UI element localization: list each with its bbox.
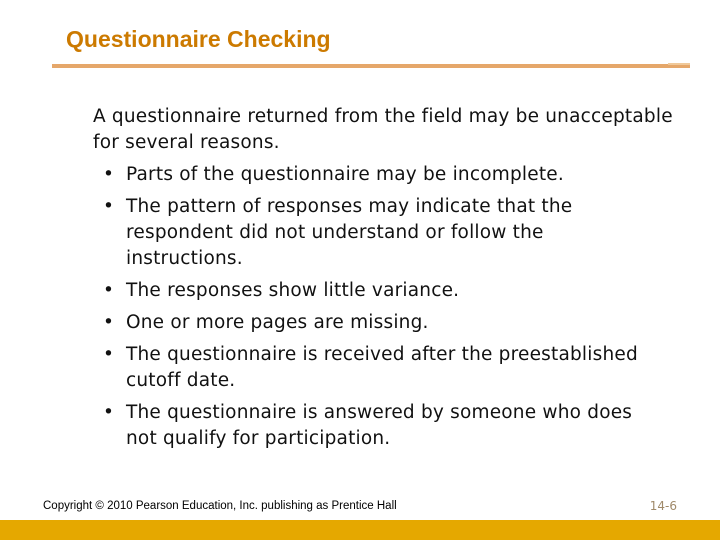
bullet-icon: • (103, 196, 115, 217)
bullet-text: The responses show little variance. (126, 280, 460, 301)
bullet-icon: • (103, 312, 115, 333)
bullet-text: One or more pages are missing. (126, 312, 429, 333)
bullet-item (93, 162, 646, 188)
bullet-icon: • (103, 402, 115, 423)
slide-body (93, 104, 693, 458)
bullet-text: The questionnaire is answered by someone who does not qualify for participation. (126, 402, 633, 449)
bullet-item (93, 342, 646, 394)
bullet-text: Parts of the questionnaire may be incomplete. (126, 164, 564, 185)
bullet-text: The pattern of responses may indicate that the respondent did not understand or follow the instructions. (126, 196, 573, 269)
bullet-text: The questionnaire is received after the preestablished cutoff date. (126, 344, 638, 391)
title-underline (52, 64, 690, 68)
bullet-item (93, 400, 646, 452)
bullet-list (93, 162, 693, 452)
footer-bar (0, 520, 720, 540)
bullet-item (93, 194, 646, 272)
bullet-item (93, 278, 646, 304)
slide-title: Questionnaire Checking (66, 26, 331, 52)
title-underline-accent (668, 63, 690, 65)
intro-text: A questionnaire returned from the field may be unacceptable for several reasons. (93, 106, 673, 153)
copyright-notice: Copyright © 2010 Pearson Education, Inc. publishing as Prentice Hall (43, 500, 397, 512)
slide-number: 14-6 (649, 499, 677, 513)
bullet-item (93, 310, 646, 336)
bullet-icon: • (103, 280, 115, 301)
bullet-icon: • (103, 164, 115, 185)
bullet-icon: • (103, 344, 115, 365)
